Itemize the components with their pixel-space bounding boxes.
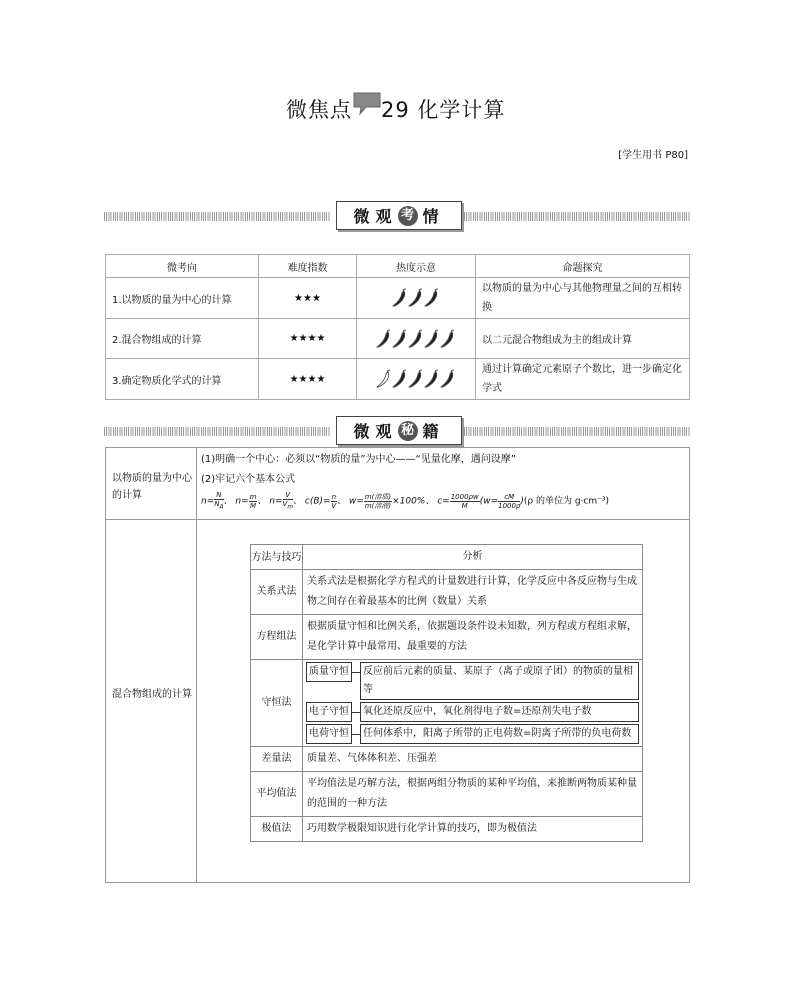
col-header: 微考向	[106, 255, 259, 278]
method-text: 平均值法是巧解方法，根据两组分物质的某种平均值，来推断两物质某种量的范围的一种方法	[303, 772, 643, 817]
chili-pepper-icon	[376, 369, 392, 389]
conservation-key: 质量守恒	[306, 662, 352, 682]
col-header: 难度指数	[259, 255, 357, 278]
topic-cell: 2.混合物组成的计算	[106, 319, 259, 359]
conservation-desc: 氧化还原反应中，氧化剂得电子数=还原剂失电子数	[360, 702, 639, 722]
speech-bubble-icon	[352, 91, 382, 116]
chili-pepper-icon	[376, 329, 392, 349]
explore-cell: 以物质的量为中心与其他物理量之间的互相转换	[476, 278, 690, 319]
difficulty-cell: ★★★★	[259, 319, 357, 359]
page-title	[0, 94, 794, 124]
col-header: 方法与技巧	[251, 545, 303, 570]
method-name: 守恒法	[251, 660, 303, 747]
method-row	[251, 660, 643, 747]
chili-pepper-icon	[440, 329, 456, 349]
chili-pepper-icon	[392, 369, 408, 389]
methods-table	[250, 544, 643, 842]
table-row	[106, 319, 690, 359]
conservation-item	[306, 662, 639, 700]
method-name: 差量法	[251, 747, 303, 772]
method-text: 根据质量守恒和比例关系，依据题设条件设未知数，列方程或方程组求解，是化学计算中最常用、最重要的方法	[303, 615, 643, 660]
chili-pepper-icon	[392, 329, 408, 349]
formula-line: n= $\frac{N}{N_A}$ 、 n= $\frac{m}{M}$ 、 n= $\frac{V}{V_m}$ 、 c(B)= $\frac{n}{V}$ 、 w= $\frac{\text{m(溶质)}}{\text{m(溶液)}}$ ×100%、 c= $\frac{1000\rho w}{M}$ (w= $\frac{cM}{1000\rho}$ )(ρ 的单位为 g·cm⁻³)	[201, 491, 609, 511]
chili-pepper-icon	[392, 288, 408, 308]
section-title-exam	[336, 201, 462, 230]
col-header: 分析	[303, 545, 643, 570]
heat-cell	[357, 319, 476, 359]
method-name: 方程组法	[251, 615, 303, 660]
title-main: 29 化学计算	[381, 98, 506, 122]
formula-unit-note: (ρ 的单位为 g·cm⁻³)	[523, 496, 609, 507]
section-char-highlight: 秘	[398, 421, 418, 441]
method-sub-list	[303, 660, 643, 747]
col-header: 热度示意	[357, 255, 476, 278]
book-reference: [学生用书 P80]	[618, 150, 688, 161]
section-char: 情	[422, 207, 445, 226]
section-char-highlight: 考	[398, 206, 418, 226]
method-text: 质量差、气体体积差、压强差	[303, 747, 643, 772]
section-bar-exam	[104, 207, 690, 226]
conservation-item	[306, 724, 639, 744]
method-row	[251, 772, 643, 817]
chili-pepper-icon	[408, 369, 424, 389]
title-prefix: 微焦点	[286, 98, 352, 122]
method-text: 巧用数学极限知识进行化学计算的技巧，即为极值法	[303, 817, 643, 842]
chili-pepper-icon	[408, 329, 424, 349]
difficulty-cell: ★★★	[259, 278, 357, 319]
method-row	[251, 570, 643, 615]
conservation-key: 电子守恒	[306, 702, 352, 722]
chili-pepper-icon	[424, 329, 440, 349]
conservation-desc: 任何体系中，阳离子所带的正电荷数=阴离子所带的负电荷数	[360, 724, 639, 744]
table-header-row	[106, 255, 690, 278]
method-row	[251, 615, 643, 660]
heat-cell	[357, 278, 476, 319]
section-char: 观	[375, 422, 398, 441]
table-row	[106, 448, 690, 520]
table-row	[106, 278, 690, 319]
method-name: 关系式法	[251, 570, 303, 615]
conservation-desc: 反应前后元素的质量、某原子（离子或原子团）的物质的量相等	[360, 662, 639, 700]
chili-pepper-icon	[424, 369, 440, 389]
row-label: 以物质的量为中心的计算	[106, 448, 197, 520]
section-char: 观	[375, 207, 398, 226]
method-text: 关系式法是根据化学方程式的计量数进行计算，化学反应中各反应物与生成物之间存在着最基本的比例（数量）关系	[303, 570, 643, 615]
center-principle: (1)明确一个中心：必须以“物质的量”为中心——“见量化摩，遇问设摩”	[201, 454, 516, 465]
explore-cell: 以二元混合物组成为主的组成计算	[476, 319, 690, 359]
topic-cell: 1.以物质的量为中心的计算	[106, 278, 259, 319]
formula-heading: (2)牢记六个基本公式	[201, 474, 296, 485]
chili-pepper-icon	[424, 288, 440, 308]
section-char: 微	[353, 207, 376, 226]
conservation-key: 电荷守恒	[306, 724, 352, 744]
chili-pepper-icon	[440, 369, 456, 389]
conservation-item	[306, 702, 639, 722]
row-content	[197, 448, 690, 520]
method-name: 平均值法	[251, 772, 303, 817]
method-row	[251, 747, 643, 772]
explore-cell: 通过计算确定元素原子个数比，进一步确定化学式	[476, 359, 690, 400]
exam-table	[105, 254, 690, 400]
method-name: 极值法	[251, 817, 303, 842]
heat-cell	[357, 359, 476, 400]
col-header: 命题探究	[476, 255, 690, 278]
section-char: 微	[353, 422, 376, 441]
topic-cell: 3.确定物质化学式的计算	[106, 359, 259, 400]
table-row	[106, 359, 690, 400]
section-char: 籍	[422, 422, 445, 441]
section-title-secret	[336, 416, 462, 445]
difficulty-cell: ★★★★	[259, 359, 357, 400]
method-row	[251, 817, 643, 842]
row-label: 混合物组成的计算	[106, 520, 197, 883]
chili-pepper-icon	[408, 288, 424, 308]
section-bar-secret	[104, 422, 690, 441]
table-header-row	[251, 545, 643, 570]
